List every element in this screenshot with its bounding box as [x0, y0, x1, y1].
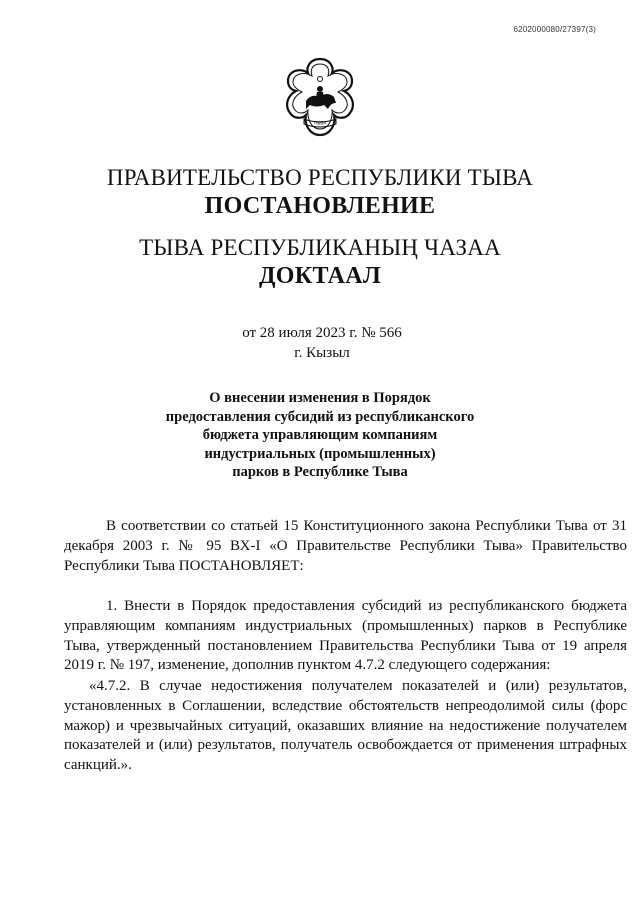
document-subject — [0, 389, 640, 482]
subject-line: парков в Республике Тыва — [232, 464, 408, 480]
emblem-motto: ТЫВА — [313, 121, 327, 127]
act-type-tyv: ДОКТААЛ — [258, 263, 382, 289]
document-number: 6202000080/27397(3) — [513, 25, 596, 34]
document-date-number: от 28 июля 2023 г. № 566 — [242, 325, 402, 341]
act-type-ru: ПОСТАНОВЛЕНИЕ — [204, 193, 436, 219]
subject-line: предоставления субсидий из республиканского — [165, 408, 475, 425]
government-name-ru: ПРАВИТЕЛЬСТВО РЕСПУБЛИКИ ТЫВА — [106, 165, 534, 190]
subject-line: бюджета управляющим компаниям — [202, 427, 438, 443]
preamble-paragraph: В соответствии со статьей 15 Конституционного закона Республики Тыва от 31 декабря 2003 г. № 95 ВХ-I «О Правительстве Республики Тыва» Правительство Республики Тыва ПОСТАНОВЛЯЕТ: — [64, 518, 627, 574]
government-name-tyv: ТЫВА РЕСПУБЛИКАНЫҢ ЧАЗАА — [139, 235, 501, 260]
subject-line: О внесении изменения в Порядок — [209, 390, 431, 406]
document-city: г. Кызыл — [294, 345, 350, 361]
clause-4-7-2-paragraph: «4.7.2. В случае недостижения получателем показателей и (или) результатов, установленных в Соглашении, вследствие обстоятельств непреодолимой силы (форс мажор) и чрезвычайных ситуаций, оказавших влияние на недостижение получателем показателей и (или) результатов, получатель освобождается от применения штрафных санкций.». — [64, 678, 627, 774]
tuva-coat-of-arms-icon — [278, 55, 362, 143]
subject-line: индустриальных (промышленных) — [204, 445, 436, 462]
clause-1-paragraph: 1. Внести в Порядок предоставления субсидий из республиканского бюджета управляющим компаниям индустриальных (промышленных) парков в Республике Тыва, утвержденный постановлением Правительства Республики Тыва от 19 апреля 2019 г. № 197, изменение, дополнив пунктом 4.7.2 следующего содержания: — [64, 598, 627, 674]
